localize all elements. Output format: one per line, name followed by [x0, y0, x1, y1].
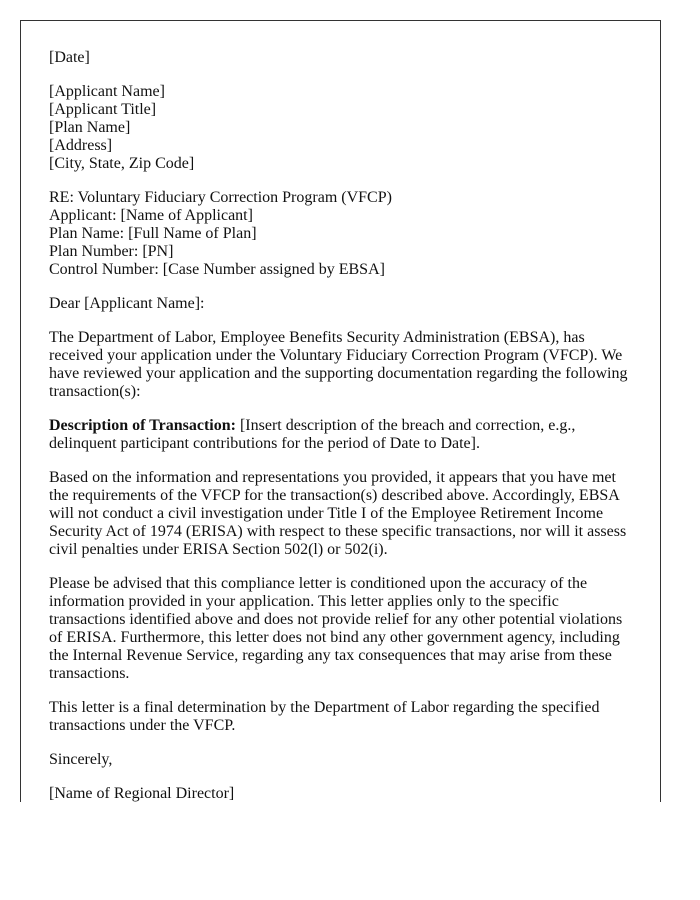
salutation: Dear [Applicant Name]:	[49, 295, 205, 312]
compliance-letter	[20, 20, 661, 802]
reference-control-number: Control Number: [Case Number assigned by EBSA]	[49, 261, 385, 278]
recipient-title: [Applicant Title]	[49, 101, 157, 118]
reference-block	[49, 189, 632, 279]
recipient-block	[49, 83, 632, 173]
recipient-city-state-zip: [City, State, Zip Code]	[49, 155, 195, 172]
recipient-plan-name: [Plan Name]	[49, 119, 131, 136]
conditions-paragraph: Please be advised that this compliance letter is conditioned upon the accuracy of the information provided in your application. This letter applies only to the specific transactions identified above and does not provide relief for any other potential violations of ERISA. Furthermore, this letter does not bind any other government agency, including the Internal Revenue Service, regarding any tax consequences that may arise from these transactions.	[49, 575, 623, 682]
reference-plan-number: Plan Number: [PN]	[49, 243, 174, 260]
reference-applicant: Applicant: [Name of Applicant]	[49, 207, 253, 224]
description-paragraph	[49, 417, 632, 453]
closing: Sincerely,	[49, 751, 113, 768]
determination-paragraph: Based on the information and representations you provided, it appears that you have met the requirements of the VFCP for the transaction(s) described above. Accordingly, EBSA will not conduct a civil investigation under Title I of the Employee Retirement Income Security Act of 1974 (ERISA) with respect to these specific transactions, nor will it assess civil penalties under ERISA Section 502(l) or 502(i).	[49, 469, 627, 558]
final-paragraph: This letter is a final determination by the Department of Labor regarding the specified transactions under the VFCP.	[49, 699, 600, 734]
letter-date: [Date]	[49, 49, 90, 66]
recipient-address: [Address]	[49, 137, 113, 154]
description-label: Description of Transaction:	[49, 417, 236, 434]
reference-plan-name: Plan Name: [Full Name of Plan]	[49, 225, 257, 242]
reference-re: RE: Voluntary Fiduciary Correction Program (VFCP)	[49, 189, 392, 206]
recipient-name: [Applicant Name]	[49, 83, 165, 100]
description-text: [Insert description of the breach and correction, e.g., delinquent participant contributions for the period of Date to Date].	[49, 417, 576, 452]
intro-paragraph: The Department of Labor, Employee Benefits Security Administration (EBSA), has received your application under the Voluntary Fiduciary Correction Program (VFCP). We have reviewed your application and the supporting documentation regarding the following transaction(s):	[49, 329, 628, 400]
signatory: [Name of Regional Director]	[49, 785, 235, 802]
